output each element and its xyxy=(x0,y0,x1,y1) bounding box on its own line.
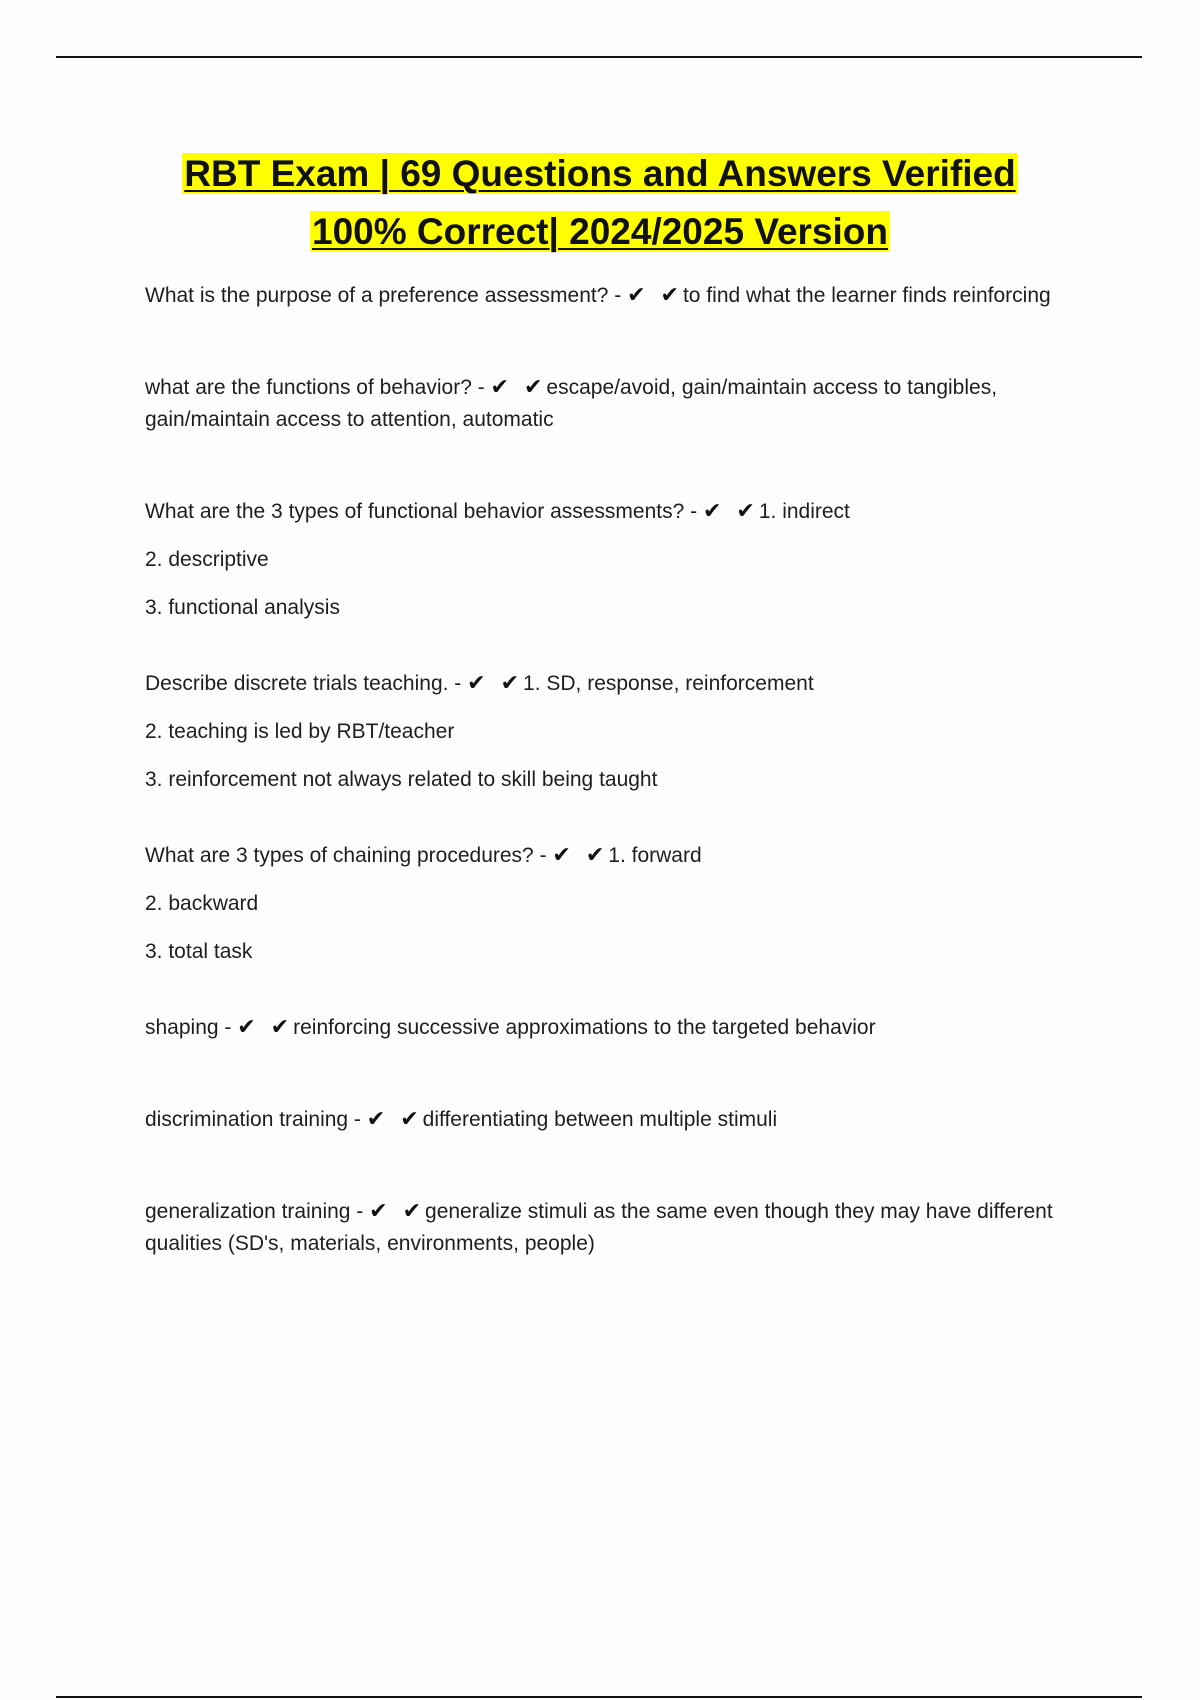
separator: - xyxy=(533,844,553,867)
answer-text: 1. SD, response, reinforcement xyxy=(523,672,814,695)
double-check-icon: ✔ ✔ xyxy=(369,1199,426,1224)
bottom-rule xyxy=(56,1696,1142,1698)
question-text: shaping xyxy=(145,1016,219,1039)
separator: - xyxy=(684,500,703,523)
answer-text: generalize stimuli as the same even though they may have different qualities (SD's, materials, environments, people) xyxy=(145,1200,1053,1255)
answer-line: 3. total task xyxy=(145,940,253,963)
separator: - xyxy=(448,672,468,695)
title-line-1: RBT Exam | 69 Questions and Answers Verified xyxy=(184,153,1016,194)
separator: - xyxy=(218,1016,238,1039)
answer-text: 1. indirect xyxy=(758,500,850,523)
answer-line: 3. reinforcement not always related to skill being taught xyxy=(145,768,658,791)
separator: - xyxy=(608,284,628,307)
answer-text: escape/avoid, gain/maintain access to tangibles, gain/maintain access to attention, automatic xyxy=(145,376,998,431)
answer-text: differentiating between multiple stimuli xyxy=(422,1108,778,1131)
answer-line: 2. teaching is led by RBT/teacher xyxy=(145,720,455,743)
separator: - xyxy=(348,1108,367,1131)
question-text: what are the functions of behavior? xyxy=(145,376,472,399)
question-text: discrimination training xyxy=(145,1108,349,1131)
top-rule xyxy=(56,56,1142,58)
separator: - xyxy=(350,1200,370,1223)
question-text: generalization training xyxy=(145,1200,351,1223)
qa-item xyxy=(145,840,1070,968)
double-check-icon: ✔ ✔ xyxy=(467,671,524,696)
qa-item xyxy=(145,280,1070,312)
answer-text: reinforcing successive approximations to the targeted behavior xyxy=(293,1016,876,1039)
answer-line: 3. functional analysis xyxy=(145,596,340,619)
double-check-icon: ✔ ✔ xyxy=(702,499,759,524)
question-text: What is the purpose of a preference assessment? xyxy=(145,284,609,307)
qa-list xyxy=(145,280,1070,1260)
double-check-icon: ✔ ✔ xyxy=(237,1015,294,1040)
document-title xyxy=(100,145,1100,261)
qa-item xyxy=(145,372,1070,436)
question-text: What are the 3 types of functional behavior assessments? xyxy=(145,500,685,523)
double-check-icon: ✔ ✔ xyxy=(627,283,683,308)
title-line-2: 100% Correct| 2024/2025 Version xyxy=(312,211,888,252)
qa-item xyxy=(145,1012,1070,1044)
double-check-icon: ✔ ✔ xyxy=(490,375,547,400)
answer-line: 2. backward xyxy=(145,892,259,915)
question-text: Describe discrete trials teaching. xyxy=(145,672,449,695)
answer-line: 2. descriptive xyxy=(145,548,269,571)
double-check-icon: ✔ ✔ xyxy=(366,1107,423,1132)
answer-text: 1. forward xyxy=(608,844,702,867)
question-text: What are 3 types of chaining procedures? xyxy=(145,844,534,867)
separator: - xyxy=(471,376,491,399)
double-check-icon: ✔ ✔ xyxy=(552,843,609,868)
qa-item xyxy=(145,496,1070,624)
answer-text: to find what the learner finds reinforcing xyxy=(682,284,1051,307)
qa-item xyxy=(145,668,1070,796)
qa-item xyxy=(145,1196,1070,1260)
qa-item xyxy=(145,1104,1070,1136)
